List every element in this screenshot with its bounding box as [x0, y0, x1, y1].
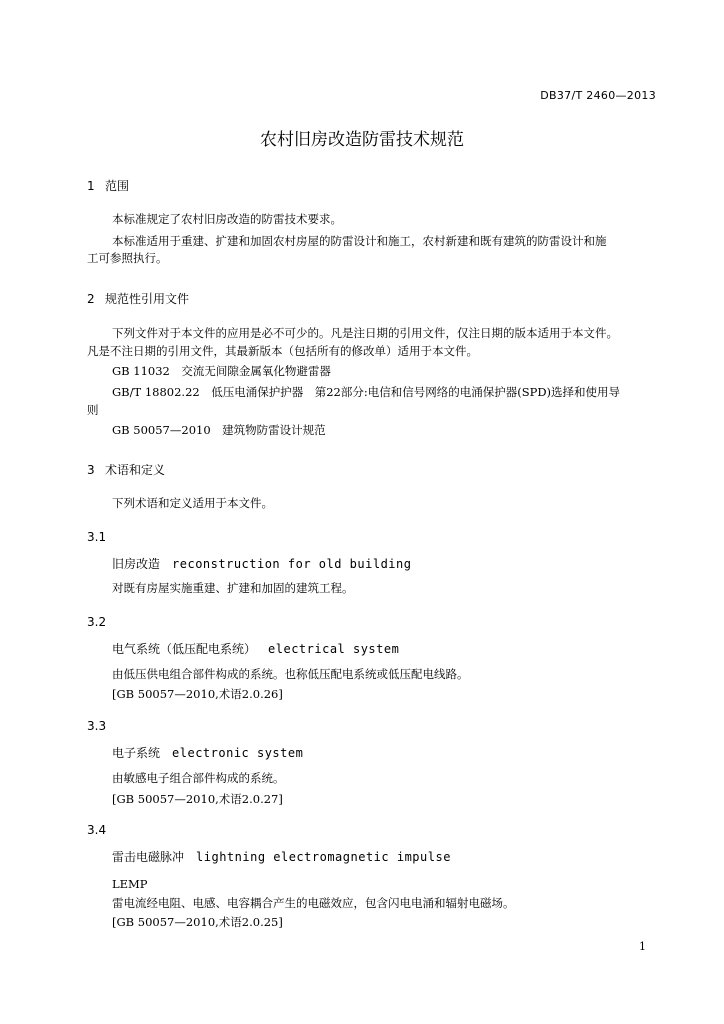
section-title: 范围 — [105, 179, 130, 193]
section-number: 2 — [87, 292, 95, 306]
paragraph: 本标准规定了农村旧房改造的防雷技术要求。 — [112, 212, 342, 226]
normative-reference: GB 50057—2010 建筑物防雷设计规范 — [112, 423, 326, 437]
term-en: electrical system — [268, 642, 400, 656]
section-title: 规范性引用文件 — [105, 292, 190, 306]
paragraph: 本标准适用于重建、扩建和加固农村房屋的防雷设计和施工，农村新建和既有建筑的防雷设计和施 — [112, 234, 607, 248]
paragraph: 下列文件对于本文件的应用是必不可少的。凡是注日期的引用文件，仅注日期的版本适用于本文件。 — [112, 326, 618, 340]
term-zh: 旧房改造 — [112, 557, 161, 571]
section-number: 3 — [87, 463, 95, 477]
term-number: 3.2 — [87, 615, 107, 629]
term-source: [GB 50057—2010,术语2.0.26] — [112, 687, 283, 701]
normative-reference: GB/T 18802.22 低压电涌保护护器 第22部分:电信和信号网络的电涌保护器(SPD)选择和使用导 — [112, 385, 621, 399]
normative-reference: GB 11032 交流无间隙金属氧化物避雷器 — [112, 364, 331, 378]
section-1-heading — [87, 177, 129, 194]
paragraph-continuation: 工可参照执行。 — [87, 251, 168, 265]
term-heading — [112, 848, 451, 865]
term-source: [GB 50057—2010,术语2.0.25] — [112, 915, 283, 929]
section-2-heading — [87, 290, 189, 307]
term-number: 3.1 — [87, 530, 107, 544]
term-heading — [112, 640, 399, 657]
paragraph-continuation: 凡是不注日期的引用文件，其最新版本（包括所有的修改单）适用于本文件。 — [87, 344, 478, 358]
term-en: electronic system — [172, 746, 304, 760]
term-definition: 雷电流经电阻、电感、电容耦合产生的电磁效应，包含闪电电涌和辐射电磁场。 — [112, 896, 515, 910]
term-en: reconstruction for old building — [172, 557, 412, 571]
document-id: DB37/T 2460—2013 — [540, 89, 656, 102]
term-abbreviation: LEMP — [112, 877, 148, 891]
paragraph: 下列术语和定义适用于本文件。 — [112, 496, 273, 510]
term-definition: 由低压供电组合部件构成的系统。也称低压配电系统或低压配电线路。 — [112, 667, 469, 681]
term-heading — [112, 555, 411, 572]
term-zh: 电气系统（低压配电系统） — [112, 642, 257, 656]
section-number: 1 — [87, 179, 95, 193]
term-zh: 电子系统 — [112, 746, 161, 760]
term-heading — [112, 744, 303, 761]
term-en: lightning electromagnetic impulse — [196, 850, 451, 864]
normative-reference-continuation: 则 — [87, 403, 99, 417]
term-number: 3.3 — [87, 719, 107, 733]
term-definition: 对既有房屋实施重建、扩建和加固的建筑工程。 — [112, 581, 354, 595]
term-source: [GB 50057—2010,术语2.0.27] — [112, 792, 283, 806]
document-title: 农村旧房改造防雷技术规范 — [260, 130, 464, 150]
term-zh: 雷击电磁脉冲 — [112, 850, 185, 864]
section-3-heading — [87, 461, 165, 478]
page-number: 1 — [639, 940, 646, 953]
section-title: 术语和定义 — [105, 463, 166, 477]
term-definition: 由敏感电子组合部件构成的系统。 — [112, 771, 285, 785]
term-number: 3.4 — [87, 823, 107, 837]
